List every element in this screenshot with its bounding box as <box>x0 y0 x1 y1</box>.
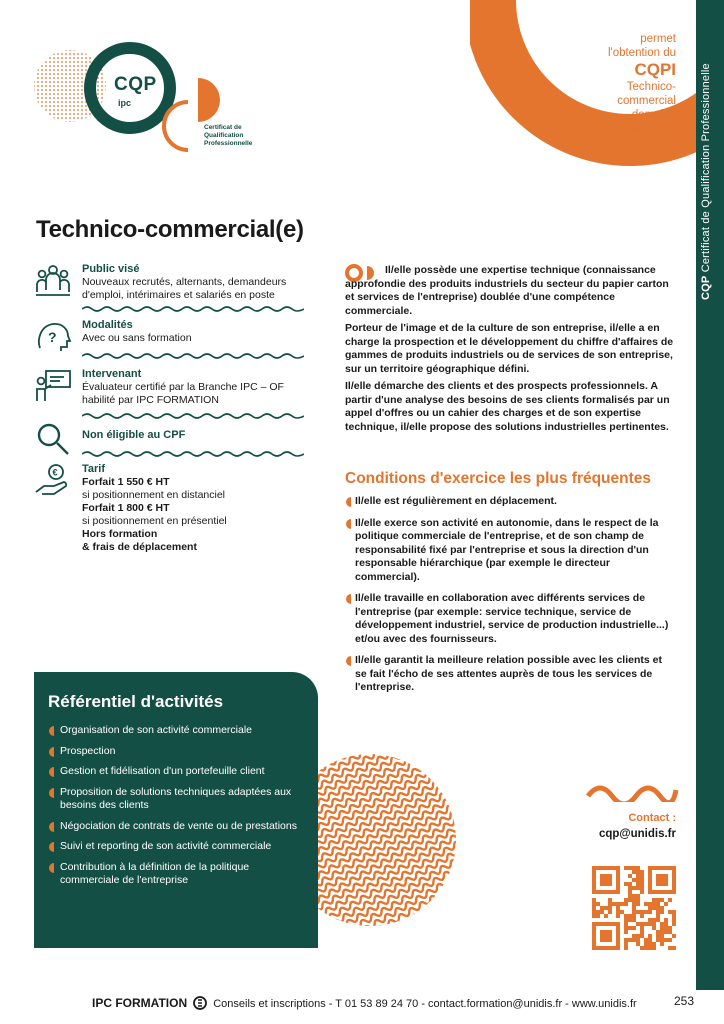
page-number: 253 <box>673 994 694 1008</box>
footer-contact: Conseils et inscriptions - T 01 53 89 24 70 - contact.formation@unidis.fr - www.unidis.fr <box>213 998 637 1010</box>
puzzle-head-icon <box>34 318 72 356</box>
condition-text: Il/elle travaille en collaboration avec différents services de l'entreprise (par exemple: service technique, service de développement industriel, service de production industrielle...) et/ou avec des fournisseurs. <box>355 592 669 645</box>
info-public <box>34 262 306 302</box>
half-circle-bullet-icon <box>48 767 54 777</box>
tarif-hors-2: & frais de déplacement <box>82 541 197 553</box>
info-tarif <box>34 462 306 552</box>
activity-text: Suivi et reporting de son activité commerciale <box>60 840 272 852</box>
sidebar-label <box>698 63 722 301</box>
wave-divider <box>82 352 304 360</box>
list-item <box>48 724 310 738</box>
sidebar-cqp: CQP <box>700 275 712 300</box>
svg-text:€: € <box>52 467 58 478</box>
conditions-list <box>345 495 675 703</box>
modalites-head: Modalités <box>82 319 133 331</box>
contact-email[interactable]: cqp@unidis.fr <box>598 828 676 840</box>
qr-code-icon[interactable] <box>592 866 676 950</box>
logo-ipc: ipc <box>118 98 132 108</box>
list-item <box>48 745 310 759</box>
page-title: Technico-commercial(e) <box>36 216 304 243</box>
activity-text: Proposition de solutions techniques adaptées aux besoins des clients <box>60 785 292 811</box>
phone-circle-icon <box>190 996 210 1010</box>
banner-line: domaine <box>631 109 676 121</box>
wave-divider <box>82 450 304 458</box>
description-p2: Porteur de l'image et de la culture de son entreprise, il/elle a en charge la prospection et le développement du chiffre d'affaires de gammes de produits industriels ou de services de son entreprise, sur un territoire géographique défini. <box>345 322 674 375</box>
half-circle-bullet-icon <box>48 747 54 757</box>
list-item <box>345 592 675 646</box>
logo-cert-line: Certificat de <box>204 124 242 131</box>
sidebar-text: Certificat de Qualification Professionnelle <box>700 63 712 273</box>
half-circle-bullet-icon <box>48 726 54 736</box>
referentiel-panel <box>34 672 318 948</box>
tarif-note-distanciel: si positionnement en distanciel <box>82 489 226 501</box>
logo-cqp: CQP <box>114 74 157 95</box>
intervenant-head: Intervenant <box>82 368 142 380</box>
wave-divider <box>82 305 304 313</box>
activity-text: Prospection <box>60 744 116 757</box>
description-p1: Il/elle possède une expertise technique (connaissance approfondie des produits industriels du secteur du papier carton et services de l'entreprise) doublée d'une compétence commerciale. <box>345 264 669 317</box>
half-circle-bullet-icon <box>345 497 351 507</box>
footer-brand: IPC FORMATION <box>92 996 188 1010</box>
info-modalites <box>34 318 306 356</box>
half-circle-bullet-icon <box>48 842 54 852</box>
activity-text: Gestion et fidélisation d'un portefeuille client <box>60 765 265 777</box>
condition-text: Il/elle exerce son activité en autonomie, dans le respect de la politique commerciale de l'entreprise, et de son champ de responsabilité fixé par l'entreprise et sous la direction d'un responsable hiérarchique (par exemple le directeur commercial). <box>355 516 659 583</box>
half-circle-bullet-icon <box>48 863 54 873</box>
contact-label: Contact : <box>628 812 676 824</box>
referentiel-title: Référentiel d'activités <box>48 692 224 711</box>
modalites-text: Avec ou sans formation <box>82 332 192 344</box>
list-item <box>345 495 675 509</box>
activity-text: Contribution à la définition de la politique commerciale de l'entreprise <box>60 860 250 886</box>
people-group-icon <box>34 262 72 300</box>
banner-line: industriel <box>629 123 676 135</box>
contact-wave-decoration <box>584 778 680 802</box>
activity-text: Négociation de contrats de vente ou de prestations <box>60 819 297 832</box>
tarif-hors-1: Hors formation <box>82 528 158 540</box>
logo-certificat <box>204 124 252 148</box>
list-item <box>48 861 310 888</box>
public-head: Public visé <box>82 263 140 275</box>
condition-text: Il/elle garantit la meilleure relation possible avec les clients et se fait l'écho de ses attentes auprès de tous les services de l'entreprise. <box>355 654 662 693</box>
banner-line: commercial <box>617 95 676 107</box>
banner-line: Technico- <box>626 81 676 93</box>
tarif-head: Tarif <box>82 463 106 475</box>
logo-cert-line: Professionnelle <box>204 140 253 147</box>
list-item <box>345 517 675 585</box>
wave-divider <box>82 412 304 420</box>
hand-euro-icon <box>34 462 72 500</box>
referentiel-list <box>48 724 310 895</box>
half-circle-bullet-icon <box>345 519 351 529</box>
logo-cert-line: Qualification <box>204 132 244 139</box>
activity-text: Organisation de son activité commerciale <box>60 724 253 736</box>
info-intervenant <box>34 367 306 407</box>
list-item <box>48 765 310 779</box>
public-text: Nouveaux recrutés, alternants, demandeurs d'emploi, intérimaires et salariés en poste <box>82 276 287 301</box>
condition-text: Il/elle est régulièrement en déplacement. <box>355 495 557 507</box>
half-circle-bullet-icon <box>345 594 351 604</box>
banner-line: permet <box>640 33 676 45</box>
info-cpf <box>34 420 306 454</box>
list-item <box>48 820 310 834</box>
half-circle-bullet-icon <box>345 656 351 666</box>
magnifier-icon <box>34 420 72 458</box>
list-item <box>48 840 310 854</box>
tarif-note-presentiel: si positionnement en présentiel <box>82 515 227 527</box>
cpf-head: Non éligible au CPF <box>82 429 186 441</box>
half-circle-bullet-icon <box>48 822 54 832</box>
intervenant-text: Évaluateur certifié par la Branche IPC – OF habilité par IPC FORMATION <box>82 381 284 406</box>
list-item <box>345 654 675 695</box>
svg-text:?: ? <box>48 329 57 345</box>
list-item <box>48 786 310 813</box>
half-circle-bullet-icon <box>48 788 54 798</box>
footer <box>92 996 637 1010</box>
job-description <box>345 264 675 438</box>
tarif-price-presentiel: Forfait 1 800 € HT <box>82 502 170 514</box>
cqpi-banner <box>556 32 676 136</box>
banner-cqpi: CQPI <box>634 60 676 79</box>
presenter-board-icon <box>34 367 72 405</box>
tarif-price-distanciel: Forfait 1 550 € HT <box>82 476 170 488</box>
description-p3: Il/elle démarche des clients et des prospects professionnels. A partir d'une analyse des besoins de ses clients formalisés par un appel d'offres ou un cahier des charges et de son expertise technique, il/elle propose des solutions industrielles pertinentes. <box>345 380 670 433</box>
conditions-title: Conditions d'exercice les plus fréquentes <box>345 470 652 487</box>
banner-line: l'obtention du <box>607 47 676 59</box>
